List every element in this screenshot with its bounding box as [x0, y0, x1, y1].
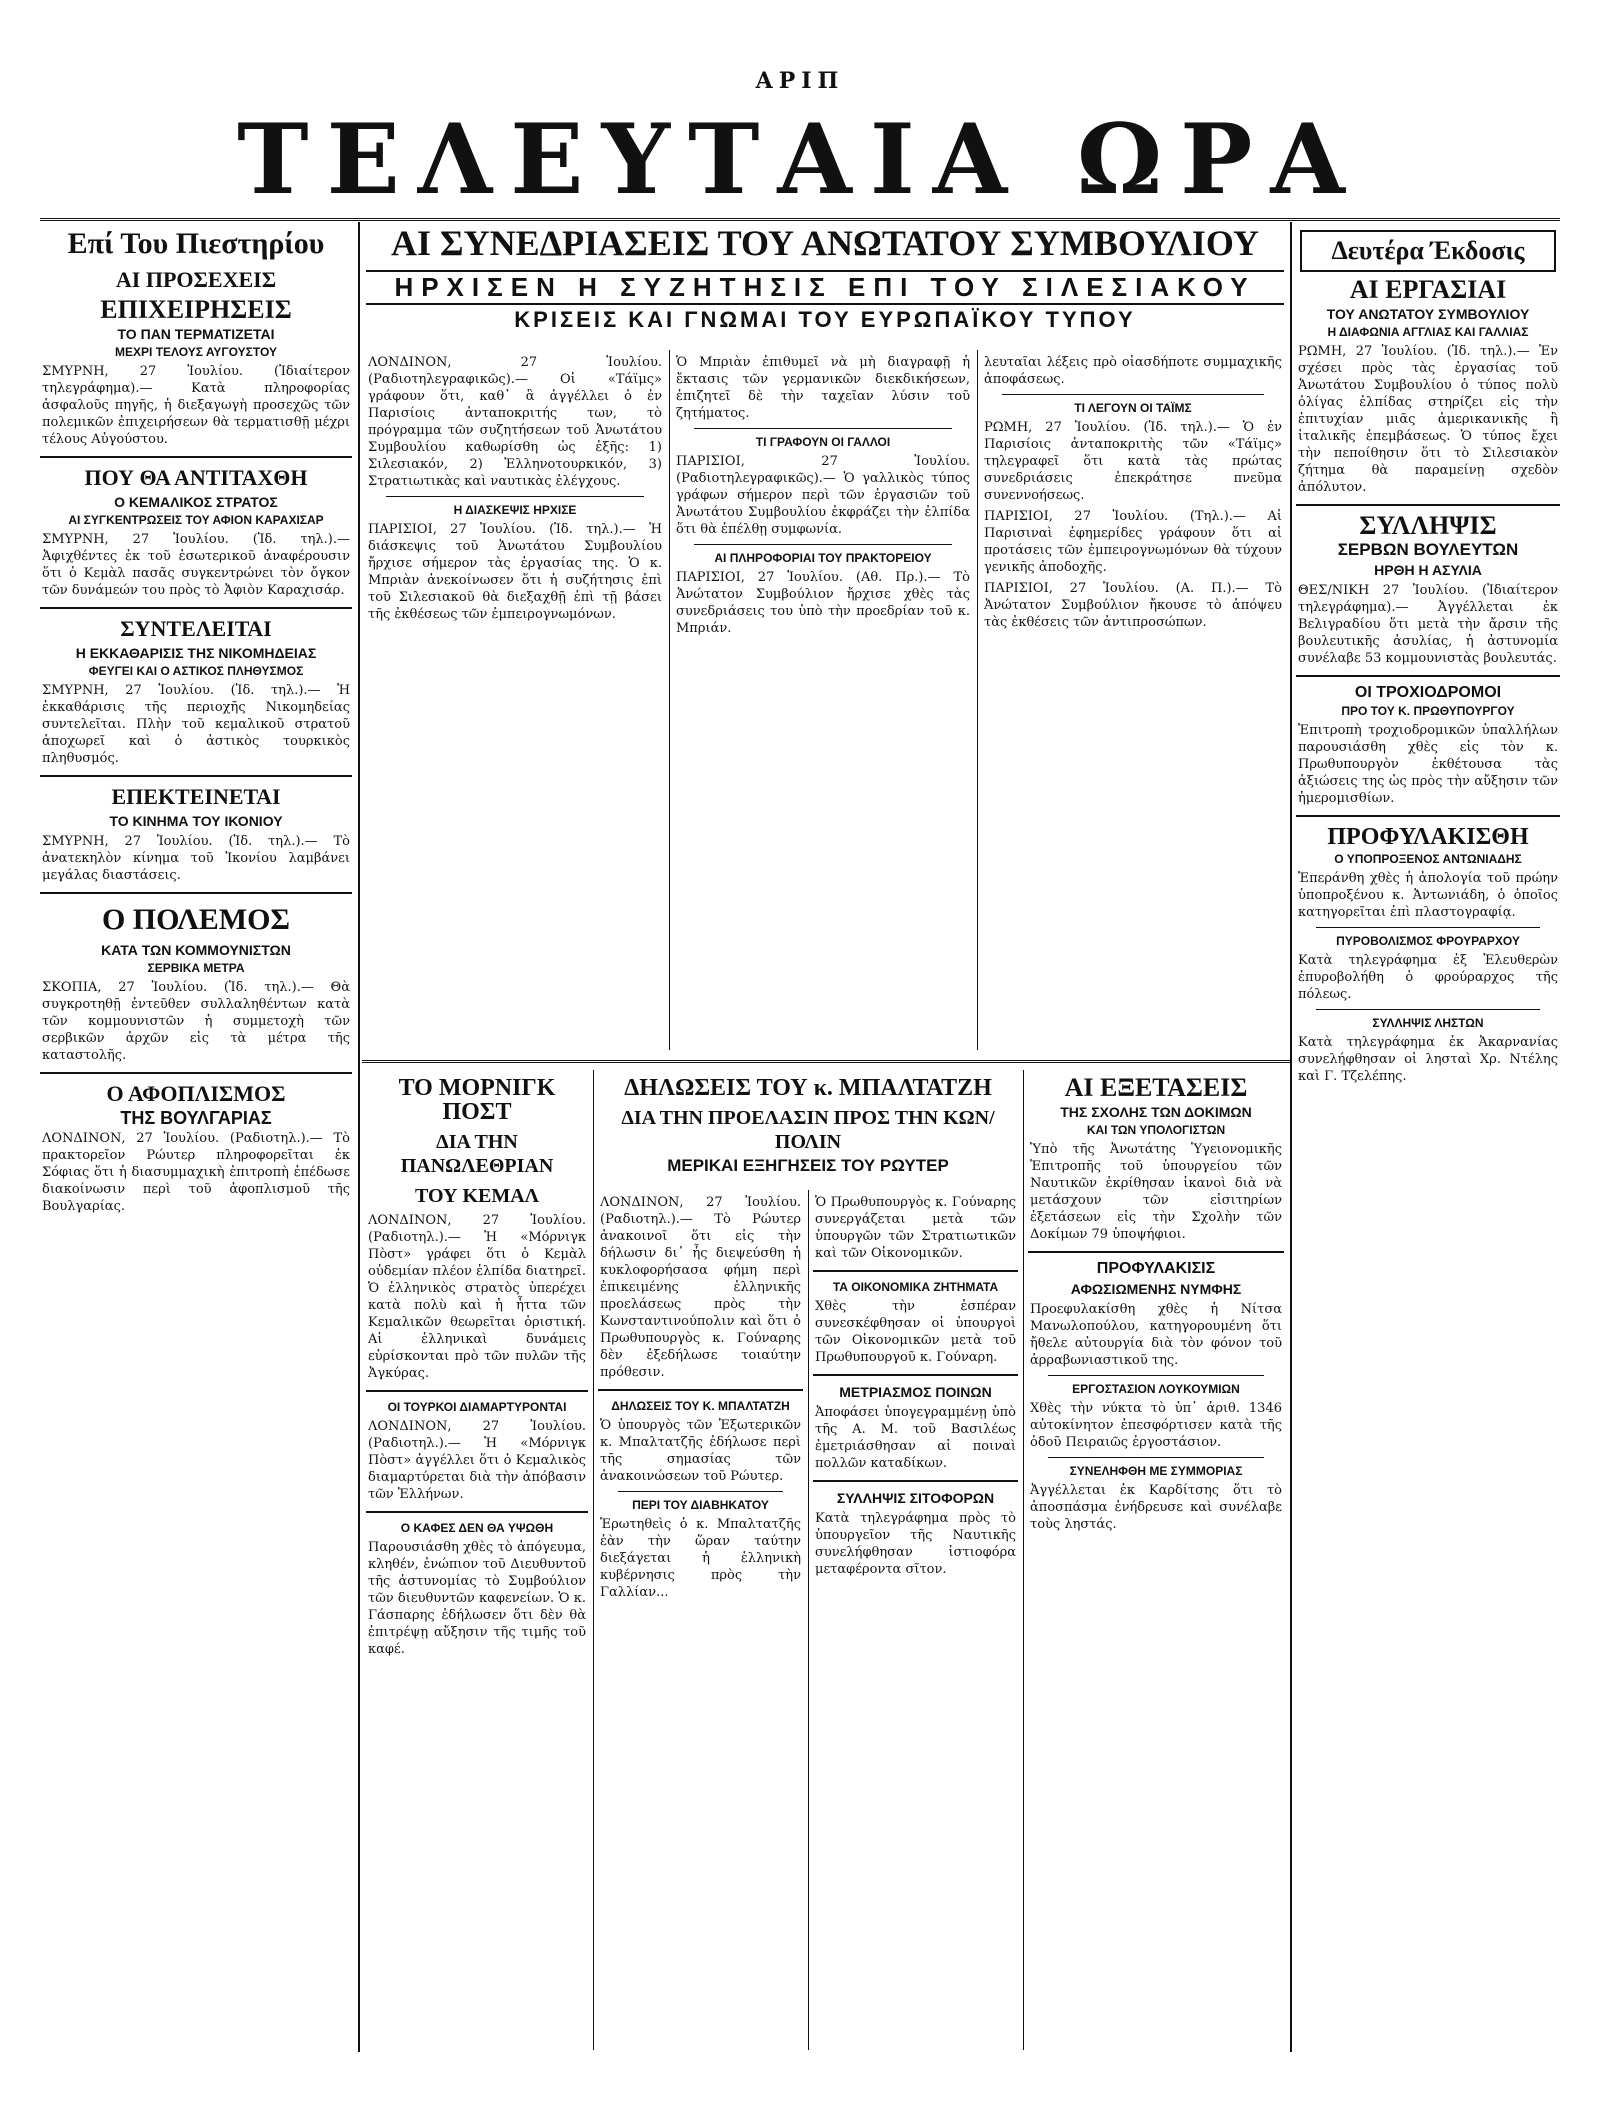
divider [1296, 675, 1560, 677]
article-body: ΠΑΡΙΣΙΟΙ, 27 Ἰουλίου. (Ἰδ. τηλ.).— Ἡ διάσκεψις τοῦ Ἀνωτάτου Συμβουλίου ἤρχισε σήμερον τὰς ἐργασίας της. Ὁ κ. Μπριὰν ἀνεκοίνωσεν ὅτι ἡ συζήτησις ἐπὶ τοῦ Σιλεσιακοῦ θὰ διεξαχθῇ ἐπὶ τῇ βάσει τῆς ἐκθέσεως τῶν ἐμπειρογνωμόνων. [368, 522, 662, 622]
article-body: ΡΩΜΗ, 27 Ἰουλίου. (Ἰδ. τηλ.).— Ἐν σχέσει πρὸς τὰς ἐργασίας τοῦ Ἀνωτάτου Συμβουλίου ὁ τύπος πολὺ ὀλίγας ἐλπίδας στηρίζει εἰς τὴν ἐπιτυχίαν μιᾶς ἀμερικανικῆς ἢ ἰταλικῆς ἐπεμβάσεως. Ὁ τύπος ἔχει τὴν πεποίθησιν ὅτι τὸ Σιλεσιακὸν ζήτημα θὰ παραμείνῃ σχεδὸν ἀπόλυτον. [1298, 344, 1558, 495]
headline: ΠΡΟΦΥΛΑΚΙΣΘΗ [1327, 824, 1529, 850]
subheadline: ΣΥΝΕΛΗΦΘΗ ΜΕ ΣΥΜΜΟΡΙΑΣ [1069, 1464, 1243, 1478]
subheadline: ΟΙ ΤΟΥΡΚΟΙ ΔΙΑΜΑΡΤΥΡΟΝΤΑΙ [387, 1400, 567, 1414]
subheadline: ΠΥΡΟΒΟΛΙΣΜΟΣ ΦΡΟΥΡΑΡΧΟΥ [1336, 934, 1520, 948]
subheadline: ΜΕΤΡΙΑΣΜΟΣ ΠΟΙΝΩΝ [839, 1384, 992, 1400]
column-divider [1290, 222, 1292, 2052]
article-body: Ὁ Μπριὰν ἐπιθυμεῖ νὰ μὴ διαγραφῇ ἡ ἔκτασις τῶν γερμανικῶν διεκδικήσεων, ἐπιζητεῖ δὲ τὴν ταχεῖαν λύσιν τοῦ ζητήματος. [676, 355, 970, 421]
subheadline: Η ΔΙΑΦΩΝΙΑ ΑΓΓΛΙΑΣ ΚΑΙ ΓΑΛΛΙΑΣ [1327, 325, 1529, 339]
lower-column-3 [813, 1190, 1018, 2050]
subheadline: ΠΡΟΦΥΛΑΚΙΣΙΣ [1096, 1260, 1216, 1277]
headline: ΕΠΙΧΕΙΡΗΣΕΙΣ [100, 295, 292, 324]
article-body: Ὑπὸ τῆς Ἀνωτάτης Ὑγειονομικῆς Ἐπιτροπῆς τοῦ ὑπουργείου τῶν Ναυτικῶν ἐκρίθησαν ἱκανοὶ διὰ νὰ μετάσχουν τῶν εἰσιτηρίων ἐξετάσεων εἰς τὴν Σχολὴν τῶν Δοκίμων 79 ὑποψήφιοι. [1030, 1142, 1282, 1242]
divider [40, 456, 352, 458]
article-body: Κατὰ τηλεγράφημα πρὸς τὸ ὑπουργεῖον τῆς Ναυτικῆς συνελήφθησαν ἰστιοφόρα μεταφέροντα σῖτον. [815, 1511, 1016, 1577]
subheadline: ΤΙ ΛΕΓΟΥΝ ΟΙ ΤΑΪΜΣ [1074, 401, 1192, 415]
lower-column-4 [1028, 1070, 1284, 2050]
subheadline: ΕΡΓΟΣΤΑΣΙΟΝ ΛΟΥΚΟΥΜΙΩΝ [1072, 1382, 1240, 1396]
divider [366, 1511, 588, 1513]
headline: ΔΗΛΩΣΕΙΣ ΤΟΥ κ. ΜΠΑΛΤΑΤΖΗ [624, 1075, 992, 1101]
column-divider [669, 350, 670, 1050]
divider [40, 892, 352, 894]
article-body: ΣΜΥΡΝΗ, 27 Ἰουλίου. (Ἰδ. τηλ.).— Ἡ ἐκκαθάρισις τῆς περιοχῆς Νικομηδείας συντελεῖται. Πλὴν τοῦ κεμαλικοῦ στρατοῦ ἀποχωρεῖ καὶ ὁ ἀστικὸς τουρκικὸς πληθυσμός. [42, 683, 350, 766]
subheadline: ΣΥΛΛΗΨΙΣ ΛΗΣΤΩΝ [1372, 1016, 1484, 1030]
article-body: ΘΕΣ/ΝΙΚΗ 27 Ἰουλίου. (Ἰδιαίτερον τηλεγράφημα).— Ἀγγέλλεται ἐκ Βελιγραδίου ὅτι μετὰ τὴν ἄρσιν τῆς βουλευτικῆς ἀσυλίας, ἡ ἀστυνομία συνέλαβε 53 κομμουνιστὰς βουλευτάς. [1298, 583, 1558, 666]
lower-column-1 [366, 1070, 588, 2050]
divider [1048, 1457, 1264, 1458]
article-body: ΠΑΡΙΣΙΟΙ, 27 Ἰουλίου. (Τηλ.).— Αἱ Παρισιναὶ ἐφημερίδες γράφουν ὅτι αἱ προτάσεις τῶν ἐμπειρογνωμόνων θὰ τύχουν γενικῆς ἀποδοχῆς. [984, 509, 1282, 575]
subheadline: ΤΟΥ ΑΝΩΤΑΤΟΥ ΣΥΜΒΟΥΛΙΟΥ [1326, 306, 1530, 322]
article-body: ΣΚΟΠΙΑ, 27 Ἰουλίου. (Ἰδ. τηλ.).— Θὰ συγκροτηθῇ ἐντεῦθεν συλλαληθέντων κατὰ τῶν κομμουνιστῶν ἡ συμμετοχὴ τῶν σερβικῶν ἀρχῶν εἰς τὰ μέτρα τῆς καταστολῆς. [42, 980, 350, 1063]
subheadline: Ο ΚΕΜΑΛΙΚΟΣ ΣΤΡΑΤΟΣ [114, 494, 278, 510]
divider [1048, 1375, 1264, 1376]
subheadline: Ο ΚΑΦΕΣ ΔΕΝ ΘΑ ΥΨΩΘΗ [400, 1521, 554, 1535]
headline: ΑΙ ΕΡΓΑΣΙΑΙ [1349, 275, 1507, 304]
divider [1316, 927, 1540, 928]
right-section-heading: Δευτέρα Έκδοσις [1331, 236, 1525, 265]
article-body: ΣΜΥΡΝΗ, 27 Ἰουλίου. (Ἰδιαίτερον τηλεγράφημα).— Κατὰ πληροφορίας ἀσφαλοῦς πηγῆς, ἡ διεξαγωγὴ προσεχῶς τῶν πολεμικῶν ἐπιχειρήσεων θὰ τερματισθῇ μέχρι τέλους Αὐγούστου. [42, 364, 350, 447]
divider [813, 1270, 1018, 1272]
article-body: Ἐπεράνθη χθὲς ἡ ἀπολογία τοῦ πρώην ὑποπροξένου κ. Ἀντωνιάδη, ὁ ὁποῖος κατηγορεῖται ἐπὶ πλαστογραφίᾳ. [1298, 871, 1558, 920]
divider [366, 1390, 588, 1392]
divider [598, 1389, 803, 1391]
second-edition-box [1300, 230, 1556, 272]
article-body: Χθὲς τὴν ἑσπέραν συνεσκέφθησαν οἱ ὑπουργοὶ τῶν Οἰκονομικῶν μετὰ τοῦ Πρωθυπουργοῦ κ. Γούναρη. [815, 1299, 1016, 1365]
divider [1316, 1009, 1540, 1010]
column-divider [977, 350, 978, 1050]
headline: Ο ΠΟΛΕΜΟΣ [101, 903, 291, 936]
article-body: Κατὰ τηλεγράφημα ἐκ Ἀκαρνανίας συνελήφθησαν οἱ λησταὶ Χρ. Ντέλης καὶ Γ. Τζελέπης. [1298, 1035, 1558, 1084]
article-body: Ὁ Πρωθυπουργὸς κ. Γούναρης συνεργάζεται μετὰ τῶν ὑπουργῶν τῶν Στρατιωτικῶν καὶ τῶν Οἰκονομικῶν. [815, 1195, 1016, 1261]
subheadline: ΜΕΧΡΙ ΤΕΛΟΥΣ ΑΥΓΟΥΣΤΟΥ [115, 345, 277, 359]
article-body: ΛΟΝΔΙΝΟΝ, 27 Ἰουλίου. (Ραδιοτηλ.).— Τὸ Ρώυτερ ἀνακοινοῖ ὅτι εἰς τὴν δήλωσιν δι᾽ ἧς διεψεύσθη ἡ κυκλοφορήσασα φήμη περὶ ἐπικειμένης ἑλληνικῆς προελάσεως πρὸς τὴν Κωνσταντινούπολιν καὶ ὅτι ὁ Πρωθυπουργὸς κ. Γούναρης δὲν ἐξεδήλωσε τοιαύτην πρόθεσιν. [600, 1195, 801, 1380]
subheadline: ΑΦΩΣΙΩΜΕΝΗΣ ΝΥΜΦΗΣ [1070, 1281, 1242, 1297]
divider [1002, 394, 1264, 395]
subheadline: ΠΕΡΙ ΤΟΥ ΔΙΑΒΗΚΑΤΟΥ [632, 1498, 769, 1512]
article-body: ΠΑΡΙΣΙΟΙ, 27 Ἰουλίου. (Ραδιοτηλεγραφικῶς).— Ὁ γαλλικὸς τύπος γράφων σήμερον περὶ τῶν ἐργασιῶν τοῦ Ἀνωτάτου Συμβουλίου ἐκφράζει τὴν ἐλπίδα ὅτι θὰ ἐπέλθῃ συμφωνία. [676, 454, 970, 537]
subheadline: ΤΟ ΚΙΝΗΜΑ ΤΟΥ ΙΚΟΝΙΟΥ [109, 813, 283, 829]
headline: ΟΙ ΤΡΟΧΙΟΔΡΟΜΟΙ [1354, 684, 1502, 701]
article-body: ΠΑΡΙΣΙΟΙ, 27 Ἰουλίου. (Α. Π.).— Τὸ Ἀνώτατον Συμβούλιον ἤκουσε τὸ ἀπόψευ τὰς ἐκθέσεις τῶν ἀντιπροσώπων. [984, 581, 1282, 630]
lower-story-header [598, 1070, 1018, 1190]
article-body: ΛΟΝΔΙΝΟΝ, 27 Ἰουλίου. (Ραδιοτηλ.).— Ἡ «Μόρνιγκ Πὸστ» γράφει ὅτι ὁ Κεμὰλ οὐδεμίαν πλέον ἐλπίδα διατηρεῖ. Ὁ ἑλληνικὸς στρατὸς ὑπερέχει κατὰ πολὺ καὶ ἡ ἧττα τῶν Κεμαλικῶν θεωρεῖται ὁριστική. Αἱ ἑλληνικαὶ δυνάμεις εὑρίσκονται πρὸ τῶν πυλῶν τῆς Ἀγκύρας. [368, 1213, 586, 1381]
newspaper-page [40, 50, 1560, 2050]
article-body: Κατὰ τηλεγράφημα ἐξ Ἐλευθερὼν ἐπυροβολήθη ὁ φρούραρχος τῆς πόλεως. [1298, 953, 1558, 1002]
column-divider [808, 1190, 809, 2050]
subheadline: ΤΙ ΓΡΑΦΟΥΝ ΟΙ ΓΑΛΛΟΙ [755, 435, 891, 449]
article-body: ΛΟΝΔΙΝΟΝ, 27 Ἰουλίου. (Ραδιοτηλεγραφικῶς).— Οἱ «Τάϊμς» γράφουν ὅτι, καθ᾽ ἃ ἀγγέλλει ὁ ἐν Παρισίοις ἀνταποκριτής των, τὸ πρόγραμμα τῶν συζητήσεων τοῦ Ἀνωτάτου Συμβουλίου καθωρίσθη ὡς ἑξῆς: 1) Σιλεσιακόν, 2) Ἑλληνοτουρκικόν, 3) Στρατιωτικὰς καὶ ναυτικὰς ἐλέγχους. [368, 355, 662, 489]
divider [1028, 1251, 1284, 1253]
divider [40, 607, 352, 609]
subheadline: ΠΡΟ ΤΟΥ Κ. ΠΡΩΘΥΠΟΥΡΓΟΥ [1341, 704, 1515, 718]
subheadline: ΣΕΡΒΩΝ ΒΟΥΛΕΥΤΩΝ [1337, 540, 1519, 559]
headline: ΤΟ ΜΟΡΝΙΓΚ ΠΟΣΤ [398, 1075, 556, 1125]
section-rule [362, 1060, 1290, 1063]
subheadline: ΣΥΛΛΗΨΙΣ ΣΙΤΟΦΟΡΩΝ [836, 1490, 995, 1506]
article-body: Χθὲς τὴν νύκτα τὸ ὑπ᾽ ἀριθ. 1346 αὐτοκίνητον ἐπεσφόρτισεν κατὰ τῆς ὁδοῦ Πειραιῶς ἐργοστάσιον. [1030, 1401, 1282, 1450]
subheadline: ΑΙ ΣΥΓΚΕΝΤΡΩΣΕΙΣ ΤΟΥ ΑΦΙΟΝ ΚΑΡΑΧΙΣΑΡ [68, 513, 324, 527]
main-story [366, 220, 1284, 333]
masthead-title: ΤΕΛΕΥΤΑΙΑ ΩΡΑ [237, 103, 1363, 216]
article-body: ΛΟΝΔΙΝΟΝ, 27 Ἰουλίου. (Ραδιοτηλ.).— Τὸ πρακτορεῖον Ρώυτερ πληροφορεῖται ἐκ Σόφιας ὅτι ἡ διασυμμαχικὴ ἐπιτροπὴ ἐπέδωσε διακοίνωσιν περὶ τοῦ ἀφοπλισμοῦ τῆς Βουλγαρίας. [42, 1131, 350, 1214]
divider [40, 775, 352, 777]
main-subheadline: ΗΡΧΙΣΕΝ Η ΣΥΖΗΤΗΣΙΣ ΕΠΙ ΤΟΥ ΣΙΛΕΣΙΑΚΟΥ [366, 270, 1284, 305]
headline: ΠΟΥ ΘΑ ΑΝΤΙΤΑΧΘΗ [84, 465, 308, 490]
divider [813, 1374, 1018, 1376]
divider [40, 1072, 352, 1074]
main-headline: ΑΙ ΣΥΝΕΔΡΙΑΣΕΙΣ ΤΟΥ ΑΝΩΤΑΤΟΥ ΣΥΜΒΟΥΛΙΟΥ [391, 223, 1259, 263]
article-body: Ἐπιτροπὴ τροχιοδρομικῶν ὑπαλλήλων παρουσιάσθη χθὲς εἰς τὸν κ. Πρωθυπουργὸν ἐκθέτουσα τὰς ἀξιώσεις της ὡς πρὸς τὴν αὔξησιν τῶν ἡμερομισθίων. [1298, 723, 1558, 806]
headline: ΣΥΛΛΗΨΙΣ [1359, 511, 1497, 540]
headline: ΔΙΑ ΤΗΝ ΠΑΝΩΛΕΘΡΙΑΝ [400, 1131, 554, 1177]
article-body: ΛΟΝΔΙΝΟΝ, 27 Ἰουλίου. (Ραδιοτηλ.).— Ἡ «Μόρνιγκ Πὸστ» ἀγγέλλει ὅτι ὁ Κεμαλικὸς διαμαρτύρεται διὰ τὴν ἀπόβασιν τῶν Ἑλλήνων. [368, 1419, 586, 1502]
article-body: Ἀγγέλλεται ἐκ Καρδίτσης ὅτι τὸ ἀποσπάσμα ἐνήδρευσε καὶ συνέλαβε τοὺς ληστάς. [1030, 1483, 1282, 1532]
article-body: Ἀποφάσει ὑπογεγραμμένῃ ὑπὸ τῆς Α. Μ. τοῦ Βασιλέως ἐμετριάσθησαν αἱ ποιναὶ πολλῶν καταδίκων. [815, 1405, 1016, 1471]
article-body: λευταῖαι λέξεις πρὸ οἱασδήποτε συμμαχικῆς ἀποφάσεως. [984, 355, 1282, 387]
divider [386, 496, 644, 497]
divider [618, 1491, 783, 1492]
left-column [40, 226, 352, 2056]
divider [694, 428, 952, 429]
center-column-1 [366, 350, 664, 1070]
headline: ΣΥΝΤΕΛΕΙΤΑΙ [120, 616, 272, 641]
divider [1296, 815, 1560, 817]
masthead-ornament: ΑΡΙΠ [755, 68, 845, 94]
article-body: ΣΜΥΡΝΗ, 27 Ἰουλίου. (Ἰδ. τηλ.).— Τὸ ἀνατεκηλὸν κίνημα τοῦ Ἰκονίου λαμβάνει μεγάλας διαστάσεις. [42, 834, 350, 883]
subheadline: ΤΑ ΟΙΚΟΝΟΜΙΚΑ ΖΗΤΗΜΑΤΑ [832, 1280, 999, 1294]
article-body: Παρουσιάσθη χθὲς τὸ ἀπόγευμα, κληθέν, ἐνώπιον τοῦ Διευθυντοῦ τῆς ἀστυνομίας τὸ Συμβούλιον τῶν διευθυντῶν καφενείων. Ὁ κ. Γάσπαρης ἐδήλωσεν ὅτι δὲν θὰ ἐπιτρέψῃ αὔξησιν τῆς τιμῆς τοῦ καφέ. [368, 1540, 586, 1657]
lower-column-2 [598, 1190, 803, 2050]
center-column-3 [982, 350, 1284, 1070]
headline: ΑΙ ΕΞΕΤΑΣΕΙΣ [1064, 1073, 1248, 1102]
divider [694, 544, 952, 545]
divider [1296, 504, 1560, 506]
subheadline: ΤΟ ΠΑΝ ΤΕΡΜΑΤΙΖΕΤΑΙ [117, 326, 275, 342]
article-body: ΡΩΜΗ, 27 Ἰουλίου. (Ἰδ. τηλ.).— Ὁ ἐν Παρισίοις ἀνταποκριτὴς τῶν «Τάϊμς» τηλεγραφεῖ ὅτι κατὰ τὰς πρώτας συνεδριάσεις ἐπεκράτησε πνεῦμα συνεννοήσεως. [984, 420, 1282, 503]
subheadline: ΣΕΡΒΙΚΑ ΜΕΤΡΑ [147, 961, 245, 975]
column-divider [358, 222, 360, 2052]
divider [813, 1480, 1018, 1482]
right-column [1296, 226, 1560, 2056]
headline: ΤΟΥ ΚΕΜΑΛ [414, 1185, 539, 1207]
subheadline: ΑΙ ΠΛΗΡΟΦΟΡΙΑΙ ΤΟΥ ΠΡΑΚΤΟΡΕΙΟΥ [714, 551, 932, 565]
headline: ΕΠΕΚΤΕΙΝΕΤΑΙ [111, 784, 281, 809]
column-divider [593, 1070, 594, 2050]
headline: ΔΙΑ ΤΗΝ ΠΡΟΕΛΑΣΙΝ ΠΡΟΣ ΤΗΝ ΚΩΝ/ΠΟΛΙΝ [621, 1107, 995, 1153]
subheadline: ΦΕΥΓΕΙ ΚΑΙ Ο ΑΣΤΙΚΟΣ ΠΛΗΘΥΣΜΟΣ [88, 664, 304, 678]
subheadline: ΜΕΡΙΚΑΙ ΕΞΗΓΗΣΕΙΣ ΤΟΥ ΡΩΥΤΕΡ [667, 1156, 949, 1175]
subheadline: ΤΗΣ ΣΧΟΛΗΣ ΤΩΝ ΔΟΚΙΜΩΝ [1060, 1104, 1252, 1120]
subheadline: Η ΔΙΑΣΚΕΨΙΣ ΗΡΧΙΣΕ [453, 503, 577, 517]
article-body: Ὁ ὑπουργὸς τῶν Ἐξωτερικῶν κ. Μπαλτατζῆς ἐδήλωσε περὶ τῆς σημασίας τῶν ἀνακοινώσεων τοῦ Ρώυτερ. [600, 1418, 801, 1484]
headline: ΑΙ ΠΡΟΣΕΧΕΙΣ [115, 267, 277, 292]
article-body: Ἐρωτηθεὶς ὁ κ. Μπαλτατζῆς ἐὰν τὴν ὥραν ταύτην διεξάγεται ἡ ἑλληνικὴ κυβέρνησις πρὸς τὴν Γαλλίαν... [600, 1517, 801, 1600]
main-subheadline-2: ΚΡΙΣΕΙΣ ΚΑΙ ΓΝΩΜΑΙ ΤΟΥ ΕΥΡΩΠΑΪΚΟΥ ΤΥΠΟΥ [514, 307, 1136, 332]
subheadline: ΗΡΘΗ Η ΑΣΥΛΙΑ [1374, 562, 1482, 578]
article-body: ΣΜΥΡΝΗ, 27 Ἰουλίου. (Ἰδ. τηλ.).— Ἀφιχθέντες ἐκ τοῦ ἐσωτερικοῦ ἀναφέρουσιν ὅτι ὁ Κεμὰλ πασᾶς συγκεντρώνει τὸν ὄγκον τῶν δυνάμεών του πρὸς τὸ Ἀφιὸν Καραχισάρ. [42, 532, 350, 598]
subheadline: Ο ΥΠΟΠΡΟΞΕΝΟΣ ΑΝΤΩΝΙΑΔΗΣ [1334, 852, 1522, 866]
subheadline: ΚΑΤΑ ΤΩΝ ΚΟΜΜΟΥΝΙΣΤΩΝ [101, 942, 291, 958]
column-divider [1023, 1070, 1024, 2050]
subheadline: Η ΕΚΚΑΘΑΡΙΣΙΣ ΤΗΣ ΝΙΚΟΜΗΔΕΙΑΣ [75, 645, 317, 661]
subheadline: ΔΗΛΩΣΕΙΣ ΤΟΥ Κ. ΜΠΑΛΤΑΤΖΗ [611, 1399, 790, 1413]
center-column-2 [674, 350, 972, 1070]
subheadline: ΤΗΣ ΒΟΥΛΓΑΡΙΑΣ [120, 1108, 272, 1128]
left-section-heading: Επί Του Πιεστηρίου [67, 227, 325, 260]
subheadline: ΚΑΙ ΤΩΝ ΥΠΟΛΟΓΙΣΤΩΝ [1086, 1123, 1226, 1137]
headline: Ο ΑΦΟΠΛΙΣΜΟΣ [106, 1081, 286, 1106]
article-body: Προεφυλακίσθη χθὲς ἡ Νίτσα Μανωλοπούλου, κατηγορουμένη ὅτι ἤθελε αὐτουργία διὰ τὸν φόνον τοῦ ἀρραβωνιαστικοῦ της. [1030, 1302, 1282, 1368]
article-body: ΠΑΡΙΣΙΟΙ, 27 Ἰουλίου. (Αθ. Πρ.).— Τὸ Ἀνώτατον Συμβούλιον ἤρχισε χθὲς τὰς συνεδριάσεις του ὑπὸ τὴν προεδρίαν τοῦ κ. Μπριάν. [676, 570, 970, 636]
